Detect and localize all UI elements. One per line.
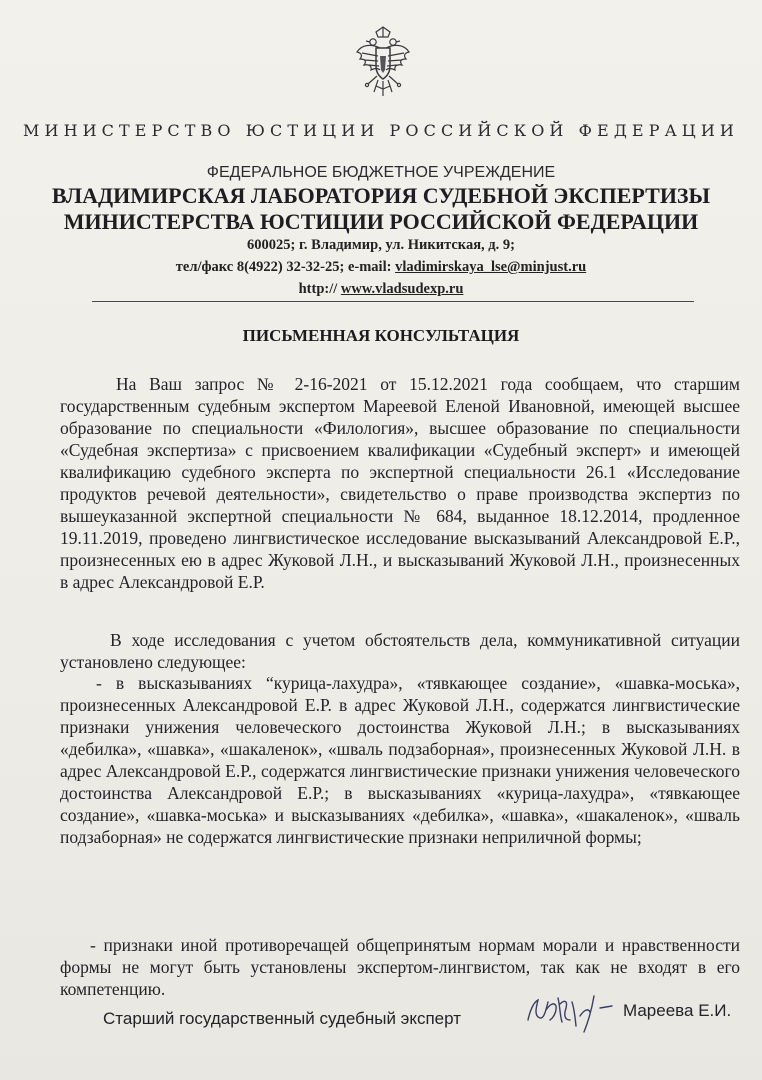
header-divider bbox=[92, 301, 694, 302]
website-line bbox=[0, 281, 762, 298]
website-link[interactable]: www.vladsudexp.ru bbox=[340, 281, 464, 297]
signer-name: Мареева Е.И. bbox=[623, 1001, 732, 1020]
web-label: http:// bbox=[298, 281, 341, 297]
email-link[interactable]: vladimirskaya_lse@minjust.ru bbox=[395, 259, 587, 275]
document-title: ПИСЬМЕННАЯ КОНСУЛЬТАЦИЯ bbox=[242, 326, 520, 345]
lab-name-line-1: ВЛАДИМИРСКАЯ ЛАБОРАТОРИЯ СУДЕБНОЙ ЭКСПЕРТИЗЫ bbox=[51, 183, 711, 208]
lab-name-line-2: МИНИСТЕРСТВА ЮСТИЦИИ РОССИЙСКОЙ ФЕДЕРАЦИИ bbox=[63, 209, 699, 234]
paragraph-findings-intro: В ходе исследования с учетом обстоятельств дела, коммуникативной ситуации установлено следующее: bbox=[60, 630, 740, 672]
double-headed-eagle-emblem-icon bbox=[354, 26, 412, 102]
address: 600025; г. Владимир, ул. Никитская, д. 9; bbox=[247, 237, 515, 253]
phone-label: тел/факс 8(4922) 32-32-25; e-mail: bbox=[175, 259, 396, 275]
handwritten-signature bbox=[520, 990, 625, 1036]
signer-position: Старший государственный судебный эксперт bbox=[103, 1009, 461, 1028]
institution-type: ФЕДЕРАЛЬНОЕ БЮДЖЕТНОЕ УЧРЕЖДЕНИЕ bbox=[206, 164, 556, 181]
paragraph-finding-1: - в высказываниях “курица-лахудра», «тявкающее создание», «шавка-моська», произнесенных Александровой Е.Р. в адрес Жуковой Л.Н., содержатся лингвистические признаки унижения человеческого достоинства Жуковой Л.Н.; в высказываниях «дебилка», «шавка», «шакаленок», «шваль подзаборная», произнесенных Жуковой Л.Н. в адрес Александровой Е.Р., содержатся лингвистические признаки унижения человеческого достоинства Александровой Е.Р.; в высказываниях «курица-лахудра», «тявкающее создание», «шавка-моська» и высказываниях «дебилка», «шавка», «шакаленок», «шваль подзаборная» не содержатся лингвистические признаки неприличной формы; bbox=[60, 673, 740, 847]
paragraph-request: На Ваш запрос № 2-16-2021 от 15.12.2021 года сообщаем, что старшим государственным судебным экспертом Мареевой Еленой Ивановной, имеющей высшее образование по специальности «Филология», высшее образование по специальности «Судебная экспертиза» с присвоением квалификации «Судебный эксперт» и имеющей квалификацию судебного эксперта по экспертной специальности 26.1 «Исследование продуктов речевой деятельности», свидетельство о праве производства экспертиз по вышеуказанной экспертной специальности № 684, выданное 18.12.2014, продленное 19.11.2019, проведено лингвистическое исследование высказываний Александровой Е.Р., произнесенных ею в адрес Жуковой Л.Н., и высказываний Жуковой Л.Н., произнесенных в адрес Александровой Е.Р. bbox=[60, 374, 740, 592]
contact-line bbox=[0, 259, 762, 276]
paragraph-finding-2: - признаки иной противоречащей общепринятым нормам морали и нравственности формы не могут быть установлены экспертом-лингвистом, так как не входят в его компетенцию. bbox=[60, 935, 740, 999]
ministry-heading: МИНИСТЕРСТВО ЮСТИЦИИ РОССИЙСКОЙ ФЕДЕРАЦИИ bbox=[23, 121, 739, 140]
